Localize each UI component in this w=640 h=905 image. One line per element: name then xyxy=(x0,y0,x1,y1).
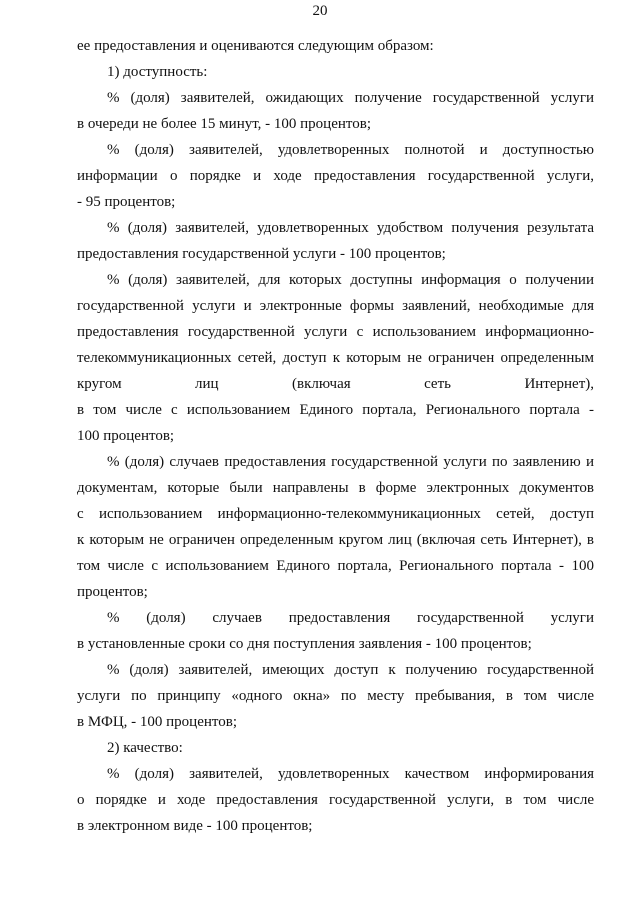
paragraph xyxy=(77,761,594,839)
text-line: с использованием информационно-телекоммуникационных сетей, доступ xyxy=(77,506,594,522)
paragraph xyxy=(77,605,594,657)
paragraph xyxy=(77,449,594,605)
paragraph xyxy=(77,657,594,735)
text-line: % (доля) заявителей, удовлетворенных качеством информирования xyxy=(107,766,594,782)
text-line: государственной услуги и электронные формы заявлений, необходимые для xyxy=(77,298,594,314)
text-line: 2) качество: xyxy=(107,740,183,756)
paragraph xyxy=(77,267,594,449)
text-line: % (доля) заявителей, удовлетворенных полнотой и доступностью xyxy=(107,142,594,158)
text-line: информации о порядке и ходе предоставления государственной услуги, xyxy=(77,168,594,184)
text-line: в очереди не более 15 минут, - 100 процентов; xyxy=(77,116,372,132)
paragraph xyxy=(77,215,594,267)
paragraph xyxy=(77,735,594,761)
text-line: в том числе с использованием Единого портала, Регионального портала - xyxy=(77,402,594,418)
text-line: 1) доступность: xyxy=(107,64,208,80)
page-number: 20 xyxy=(312,3,328,19)
text-line: в установленные сроки со дня поступления заявления - 100 процентов; xyxy=(77,636,532,652)
text-line: - 95 процентов; xyxy=(77,194,176,210)
text-line: услуги по принципу «одного окна» по месту пребывания, в том числе xyxy=(77,688,594,704)
paragraph xyxy=(77,59,594,85)
text-line: в электронном виде - 100 процентов; xyxy=(77,818,313,834)
text-line: в МФЦ, - 100 процентов; xyxy=(77,714,237,730)
text-line: 100 процентов; xyxy=(77,428,175,444)
text-line: процентов; xyxy=(77,584,148,600)
text-line: ее предоставления и оцениваются следующим образом: xyxy=(77,38,434,54)
paragraph xyxy=(77,137,594,215)
text-line: % (доля) заявителей, для которых доступны информация о получении xyxy=(107,272,594,288)
text-line: предоставления государственной услуги - 100 процентов; xyxy=(77,246,446,262)
text-line: % (доля) заявителей, ожидающих получение государственной услуги xyxy=(107,90,594,106)
paragraph xyxy=(77,85,594,137)
text-line: % (доля) заявителей, имеющих доступ к получению государственной xyxy=(107,662,594,678)
text-line: предоставления государственной услуги с использованием информационно- xyxy=(77,324,594,340)
paragraph xyxy=(77,33,594,59)
text-line: кругом лиц (включая сеть Интернет), xyxy=(77,376,594,392)
text-line: % (доля) случаев предоставления государственной услуги по заявлению и xyxy=(107,454,594,470)
text-line: том числе с использованием Единого портала, Регионального портала - 100 xyxy=(77,558,594,574)
text-line: % (доля) случаев предоставления государственной услуги xyxy=(107,610,594,626)
document-body xyxy=(77,33,594,839)
text-line: к которым не ограничен определенным кругом лиц (включая сеть Интернет), в xyxy=(77,532,594,548)
text-line: телекоммуникационных сетей, доступ к которым не ограничен определенным xyxy=(77,350,594,366)
text-line: документам, которые были направлены в форме электронных документов xyxy=(77,480,594,496)
text-line: о порядке и ходе предоставления государственной услуги, в том числе xyxy=(77,792,594,808)
text-line: % (доля) заявителей, удовлетворенных удобством получения результата xyxy=(107,220,594,236)
